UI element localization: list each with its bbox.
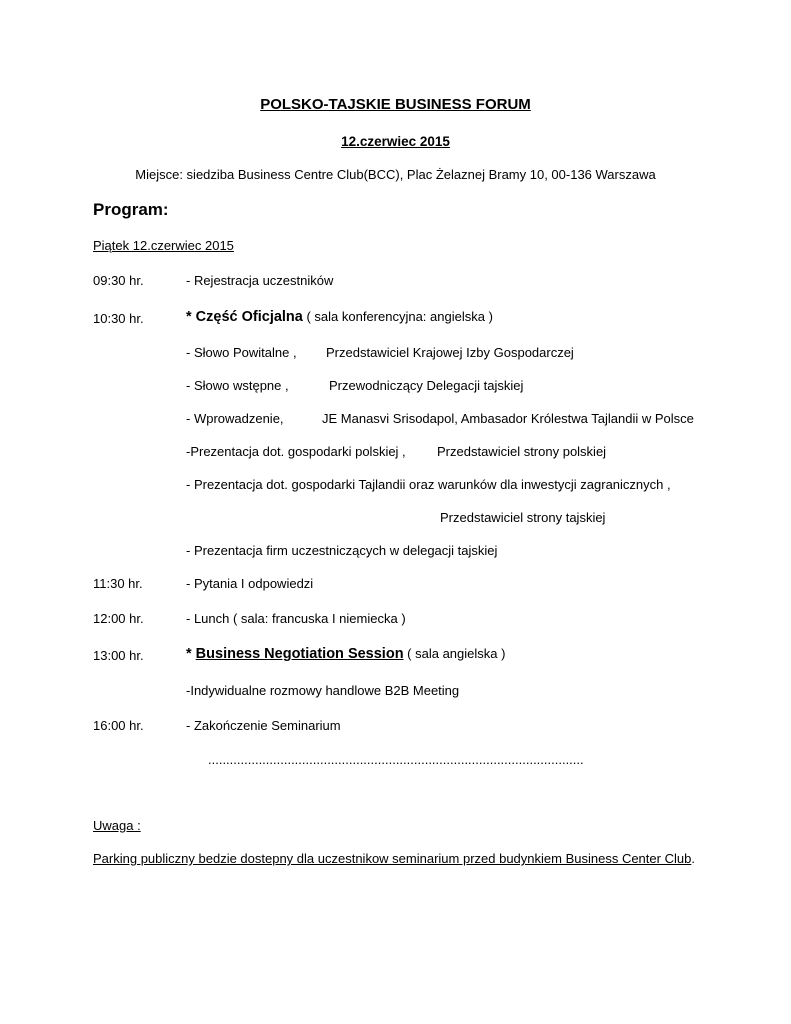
- time-1300: 13:00 hr.: [93, 648, 144, 663]
- item-negotiation-session: [186, 646, 505, 662]
- item-welcome-speaker: Przedstawiciel Krajowej Izby Gospodarczej: [326, 345, 574, 360]
- negotiation-session-room: ( sala angielska ): [403, 646, 506, 661]
- item-opening-word-speaker: Przewodniczący Delegacji tajskiej: [329, 378, 524, 393]
- official-part-room: ( sala konferencyjna: angielska ): [302, 309, 493, 324]
- time-1600: 16:00 hr.: [93, 718, 144, 733]
- parking-note-text: Parking publiczny bedzie dostepny dla uczestnikow seminarium przed budynkiem Business Center Club: [93, 851, 692, 866]
- item-welcome: - Słowo Powitalne ,: [186, 345, 297, 360]
- time-0930: 09:30 hr.: [93, 273, 144, 288]
- time-1030: 10:30 hr.: [93, 311, 144, 326]
- item-introduction-speaker: JE Manasvi Srisodapol, Ambasador Królestwa Tajlandii w Polsce: [322, 411, 694, 426]
- note-label: Uwaga :: [93, 818, 141, 833]
- item-presentation-firms: - Prezentacja firm uczestniczących w delegacji tajskiej: [186, 543, 498, 558]
- parking-note: [93, 851, 695, 866]
- item-opening-word: - Słowo wstępne ,: [186, 378, 289, 393]
- item-closing: - Zakończenie Seminarium: [186, 718, 341, 733]
- item-registration: - Rejestracja uczestników: [186, 273, 334, 288]
- item-presentation-polish-speaker: Przedstawiciel strony polskiej: [437, 444, 607, 459]
- dotted-separator: ........................................................................................................: [208, 752, 584, 767]
- document-title: POLSKO-TAJSKIE BUSINESS FORUM: [260, 96, 531, 113]
- program-day: Piątek 12.czerwiec 2015: [93, 238, 234, 253]
- negotiation-session-star: *: [186, 646, 196, 662]
- item-presentation-polish: -Prezentacja dot. gospodarki polskiej ,: [186, 444, 406, 459]
- item-introduction: - Wprowadzenie,: [186, 411, 284, 426]
- negotiation-session-title: Business Negotiation Session: [195, 646, 404, 662]
- official-part-title: * Część Oficjalna: [186, 309, 303, 325]
- event-location: Miejsce: siedziba Business Centre Club(BCC), Plac Żelaznej Bramy 10, 00-136 Warszawa: [135, 167, 656, 182]
- item-presentation-thai-speaker: Przedstawiciel strony tajskiej: [440, 510, 606, 525]
- time-1200: 12:00 hr.: [93, 611, 144, 626]
- parking-note-period: .: [691, 851, 695, 866]
- item-b2b-meeting: -Indywidualne rozmowy handlowe B2B Meeting: [186, 683, 460, 698]
- item-lunch: - Lunch ( sala: francuska I niemiecka ): [186, 611, 406, 626]
- program-heading: Program:: [93, 200, 169, 219]
- item-qa: - Pytania I odpowiedzi: [186, 576, 314, 591]
- item-official-part: [186, 309, 493, 325]
- event-date: 12.czerwiec 2015: [341, 134, 450, 149]
- time-1130: 11:30 hr.: [93, 576, 143, 591]
- item-presentation-thai: - Prezentacja dot. gospodarki Tajlandii oraz warunków dla inwestycji zagranicznych ,: [186, 477, 671, 492]
